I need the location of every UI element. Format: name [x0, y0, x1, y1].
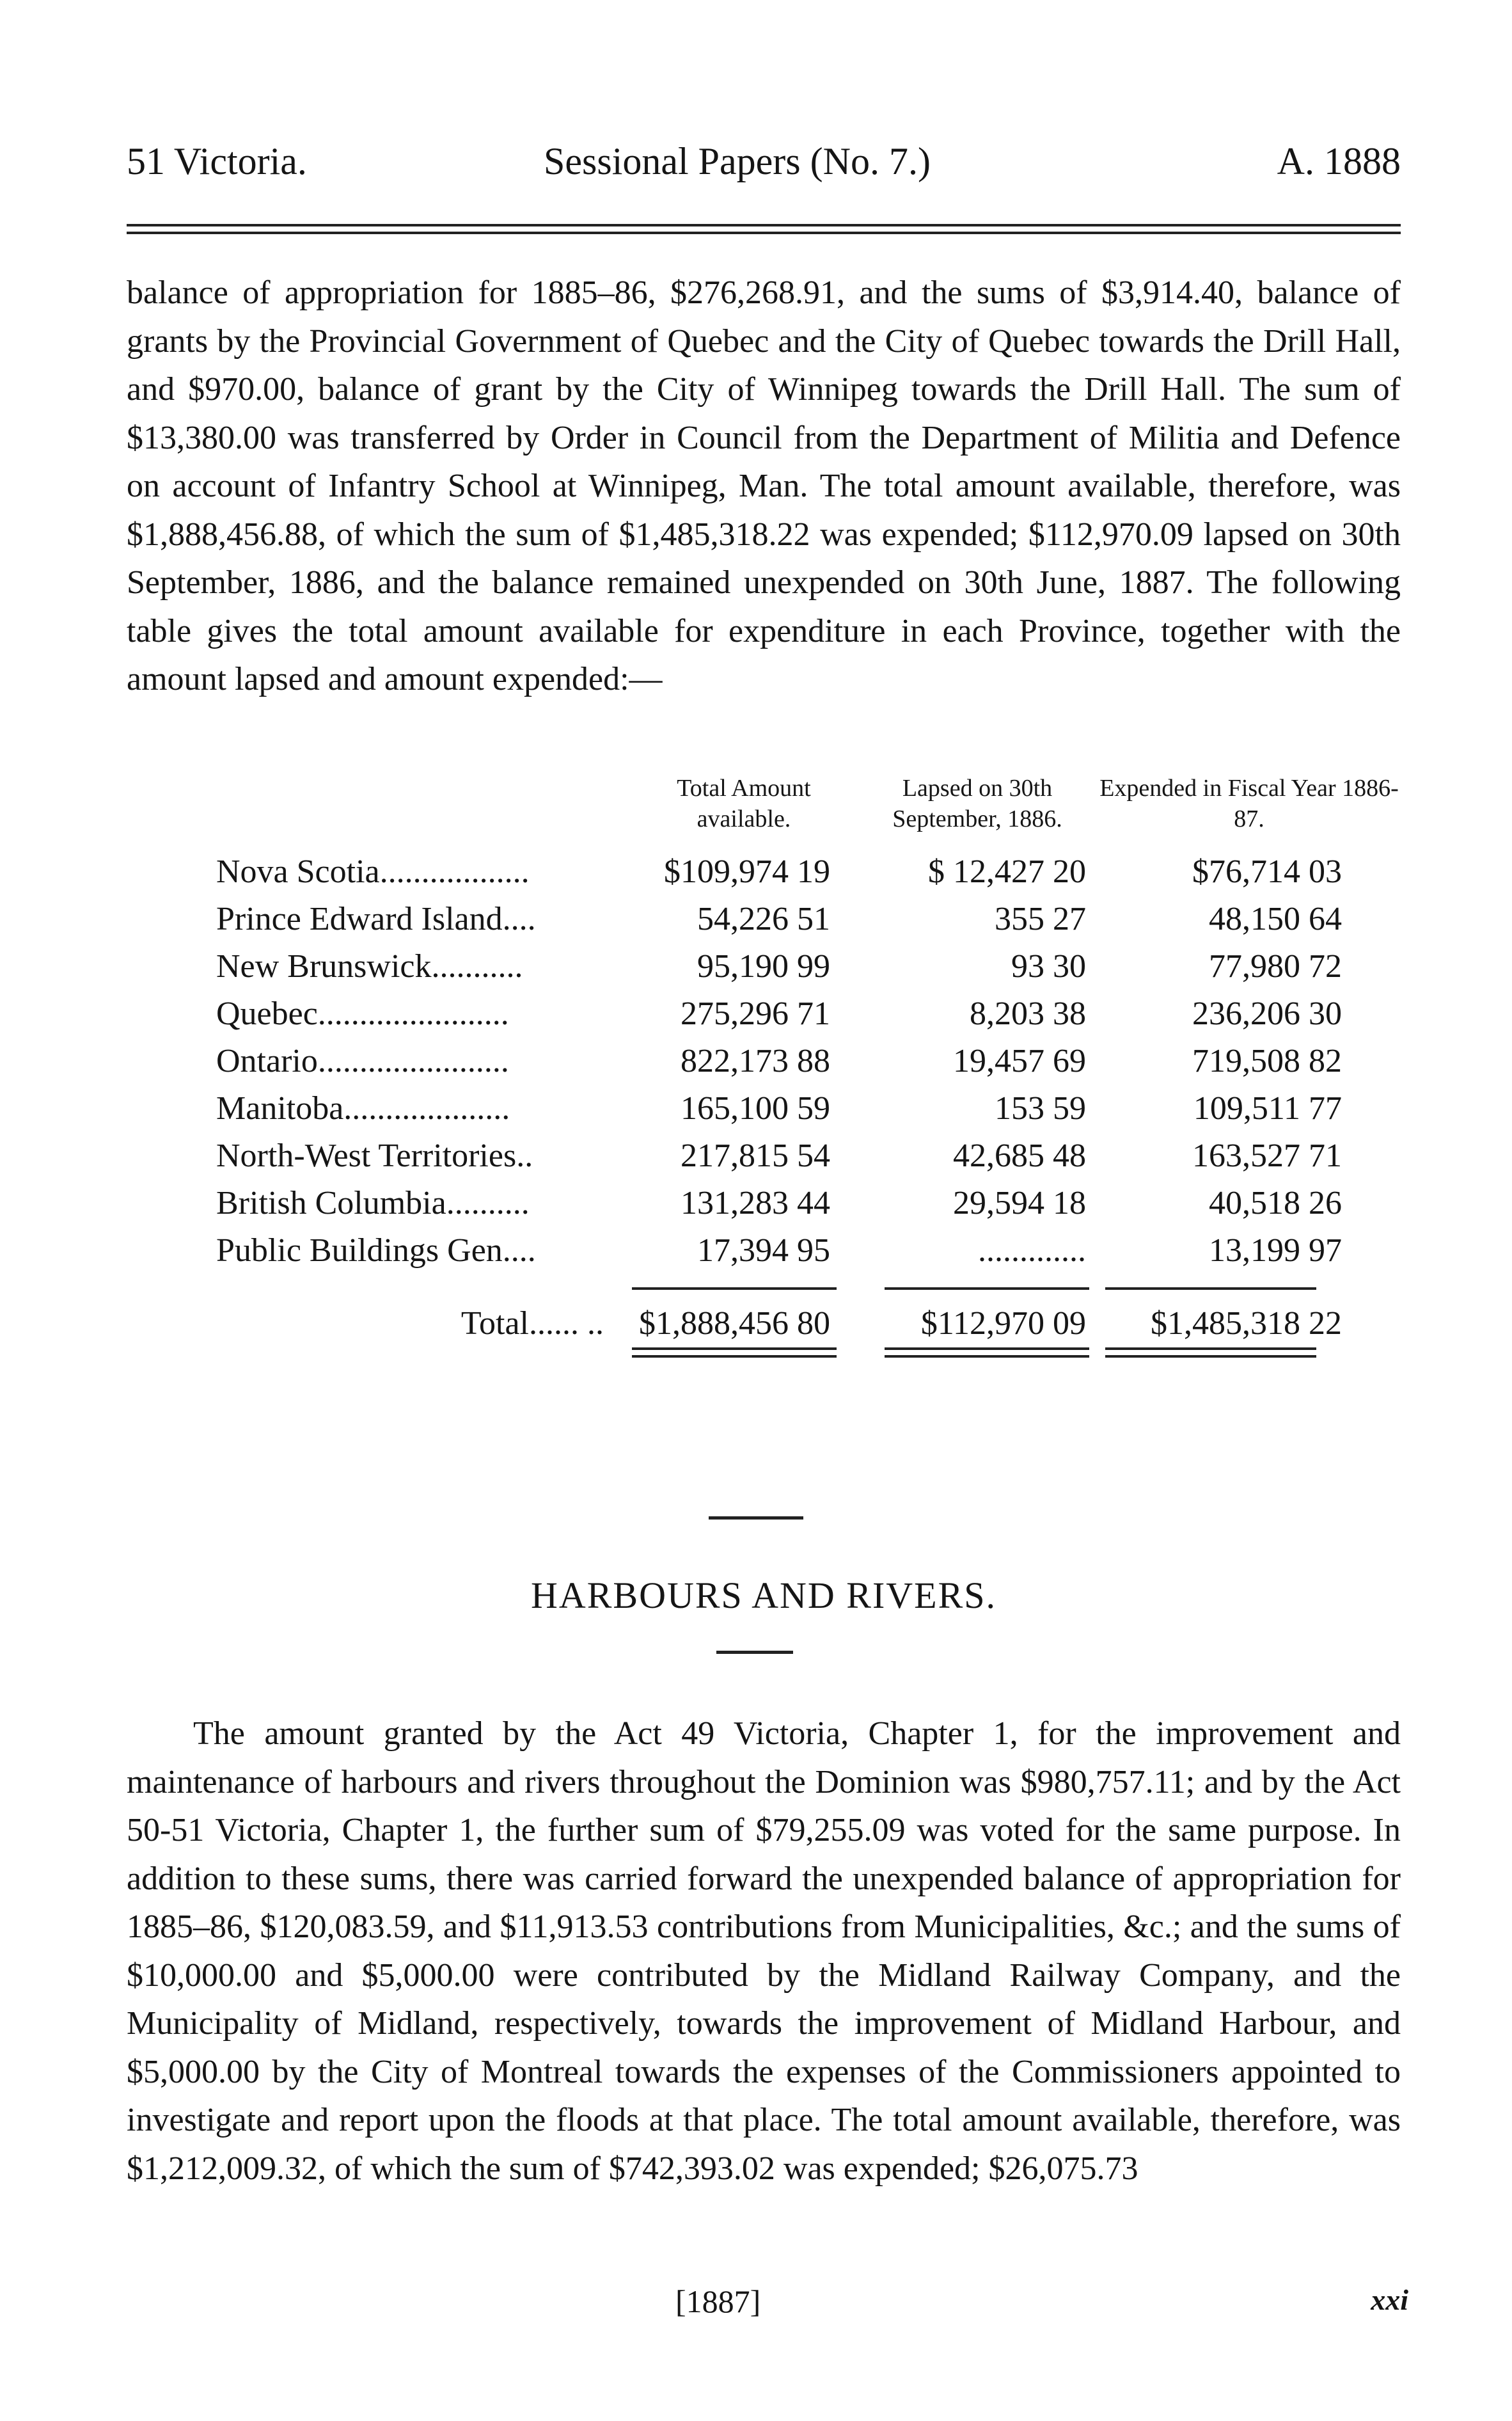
row-total: 822,173 88	[681, 1043, 830, 1079]
sum-rule-lapsed	[885, 1287, 1089, 1290]
table-row	[127, 943, 1406, 990]
row-name: Quebec	[216, 996, 318, 1032]
header-title: Sessional Papers (No. 7.)	[544, 140, 931, 182]
row-total: 275,296 71	[681, 996, 830, 1032]
double-rule-total	[632, 1347, 837, 1358]
row-dots: ...........	[431, 948, 523, 985]
paragraph-harbours: The amount granted by the Act 49 Victoria, Chapter 1, for the improvement and maintenance of harbours and rivers throughout the Dominion was $980,757.11; and by the Act 50-51 Victoria, Chapter 1, the further sum of $79,255.09 was voted for the same purpose. In addition to these sums, there was carried forward the unexpended balance of appropriation for 1885–86, $120,083.59, and $11,913.53 contributions from Municipalities, &c.; and the sums of $10,000.00 and $5,000.00 were contributed by the Midland Railway Company, and the Municipality of Midland, respectively, towards the improvement of Midland Harbour, and $5,000.00 by the City of Montreal towards the expenses of the Commissioners appointed to investigate and report upon the floods at that place. The total amount available, therefore, was $1,212,009.32, of which the sum of $742,393.02 was expended; $26,075.73	[127, 1715, 1401, 2187]
table-row	[127, 1132, 1406, 1180]
total-amount: $1,888,456 80	[639, 1305, 830, 1342]
section-separator	[709, 1516, 803, 1520]
row-name: Public Buildings Gen	[216, 1232, 503, 1269]
column-header-lapsed: Lapsed on 30th September, 1886.	[892, 775, 1062, 832]
row-expended: 236,206 30	[1192, 996, 1342, 1032]
row-dots: .......................	[317, 996, 509, 1032]
row-name: New Brunswick	[216, 948, 432, 985]
double-rule-expended	[1105, 1347, 1316, 1358]
row-expended: 719,508 82	[1192, 1043, 1342, 1079]
section-heading: HARBOURS AND RIVERS.	[530, 1575, 997, 1616]
table-body	[127, 848, 1406, 1373]
column-header-expended: Expended in Fiscal Year 1886-87.	[1099, 775, 1399, 832]
row-name: Nova Scotia	[216, 853, 380, 890]
row-expended: 48,150 64	[1209, 901, 1342, 937]
row-total: 131,283 44	[681, 1185, 830, 1221]
table-row	[127, 848, 1406, 896]
row-dots: ..........	[446, 1185, 530, 1221]
row-dots: ....	[502, 901, 536, 937]
total-label: Total...... ..	[461, 1305, 604, 1342]
row-dots: .......................	[317, 1043, 509, 1079]
table-row	[127, 1227, 1406, 1274]
table-row	[127, 990, 1406, 1038]
row-lapsed: 93 30	[1011, 948, 1086, 985]
row-expended: 40,518 26	[1209, 1185, 1342, 1221]
row-dots: ....	[502, 1232, 536, 1269]
sum-rule-total	[632, 1287, 837, 1290]
double-rule-lapsed	[885, 1347, 1089, 1358]
row-dots: ..	[516, 1138, 533, 1174]
row-name: British Columbia	[216, 1185, 446, 1221]
sum-rule	[127, 1274, 1406, 1300]
table-row	[127, 1180, 1406, 1227]
heading-underline	[716, 1651, 793, 1654]
total-lapsed: $112,970 09	[920, 1305, 1086, 1342]
row-expended: 109,511 77	[1193, 1090, 1342, 1127]
row-expended: 163,527 71	[1192, 1138, 1342, 1174]
row-expended: $76,714 03	[1192, 853, 1342, 890]
row-name: Prince Edward Island	[216, 901, 503, 937]
page-header	[127, 139, 1401, 191]
table-row	[127, 1085, 1406, 1132]
row-total: 17,394 95	[697, 1232, 830, 1269]
total-double-rule	[127, 1347, 1406, 1373]
header-volume: 51 Victoria.	[127, 140, 307, 182]
row-dots: ....................	[343, 1090, 510, 1127]
row-expended: 13,199 97	[1209, 1232, 1342, 1269]
footer-signature: xxi	[1371, 2283, 1408, 2316]
row-total: 217,815 54	[681, 1138, 830, 1174]
row-lapsed: 8,203 38	[970, 996, 1086, 1032]
table-row	[127, 896, 1406, 943]
row-dots: ..................	[379, 853, 530, 890]
sum-rule-expended	[1105, 1287, 1316, 1290]
column-header-total: Total Amount available.	[677, 775, 811, 832]
footer-page-ref: [1887]	[675, 2283, 761, 2319]
row-lapsed: 29,594 18	[953, 1185, 1086, 1221]
table-total-row	[127, 1300, 1406, 1347]
row-name: Ontario	[216, 1043, 318, 1079]
row-total: 165,100 59	[681, 1090, 830, 1127]
row-lapsed: 19,457 69	[953, 1043, 1086, 1079]
header-double-rule	[127, 224, 1401, 234]
paragraph-appropriation: balance of appropriation for 1885–86, $276,268.91, and the sums of $3,914.40, balance of grants by the Provincial Government of Quebec and the City of Quebec towards the Drill Hall, and $970.00, balance of grant by the City of Winnipeg towards the Drill Hall. The sum of $13,380.00 was transferred by Order in Council from the Department of Militia and Defence on account of Infantry School at Winnipeg, Man. The total amount available, therefore, was $1,888,456.88, of which the sum of $1,485,318.22 was expended; $112,970.09 lapsed on 30th September, 1886, and the balance remained unexpended on 30th June, 1887. The following table gives the total amount available for expenditure in each Province, together with the amount lapsed and amount expended:—	[127, 274, 1401, 697]
row-lapsed: .............	[978, 1232, 1086, 1269]
total-expended: $1,485,318 22	[1151, 1305, 1342, 1342]
row-total: $109,974 19	[664, 853, 830, 890]
row-lapsed: 153 59	[995, 1090, 1086, 1127]
row-lapsed: 355 27	[995, 901, 1086, 937]
row-expended: 77,980 72	[1209, 948, 1342, 985]
row-name: Manitoba	[216, 1090, 344, 1127]
header-year: A. 1888	[1277, 140, 1401, 182]
row-total: 95,190 99	[697, 948, 830, 985]
row-total: 54,226 51	[697, 901, 830, 937]
row-lapsed: $ 12,427 20	[928, 853, 1086, 890]
row-lapsed: 42,685 48	[953, 1138, 1086, 1174]
table-row	[127, 1038, 1406, 1085]
row-name: North-West Territories	[216, 1138, 517, 1174]
